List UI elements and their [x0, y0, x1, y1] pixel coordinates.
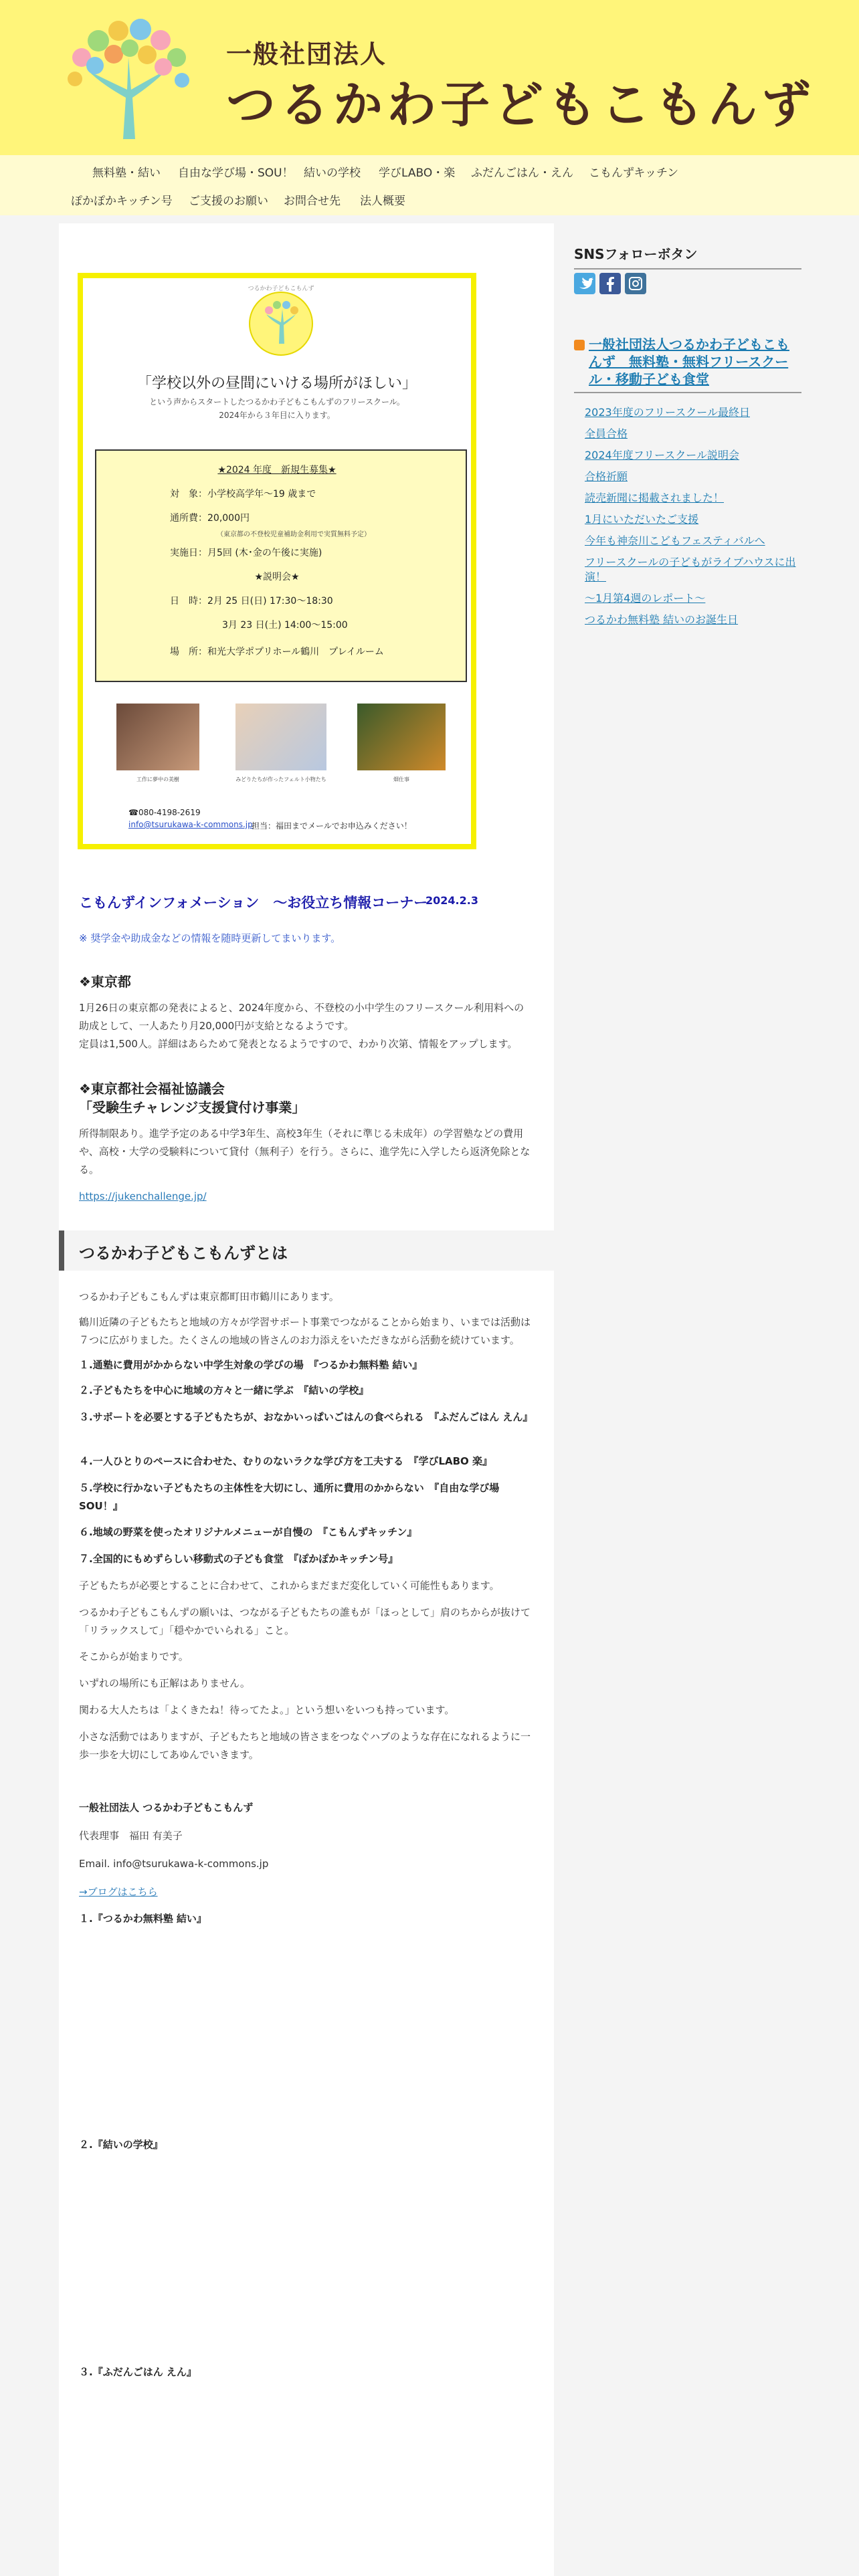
flyer-photo-field: [357, 704, 446, 770]
site-title[interactable]: つるかわ子どもこもんず: [226, 76, 815, 134]
flyer-quote: 「学校以外の昼間にいける場所がほしい」: [136, 375, 417, 392]
flyer-fee: 通所費：20,000円: [170, 513, 250, 524]
activity-item-3: ３.サポートを必要とする子どもたちが、おなかいっぱいごはんの食べられる 『ふだんごはん えん』: [79, 1411, 533, 1423]
flyer-photo-craft: [116, 704, 199, 770]
nav-item-sou[interactable]: 自由な学び場・SOU！: [178, 167, 294, 180]
nav-item-commons-kitchen[interactable]: こもんずキッチン: [589, 167, 679, 180]
tree-logo-icon[interactable]: [62, 17, 195, 139]
flyer-sub1: という声からスタートしたつるかわ子どもこもんずのフリースクール。: [149, 397, 405, 407]
info-corner-note: ※ 奨学金や助成金などの情報を随時更新してまいります。: [79, 932, 341, 944]
flyer-place: 場 所：和光大学ポプリホール鶴川 プレイルーム: [170, 647, 384, 657]
tokyo-paragraph-2: 定員は1,500人。詳細はあらためて発表となるようですので、わかり次第、情報をアップします。: [79, 1038, 518, 1050]
nav-item-support[interactable]: ご支援のお願い: [189, 195, 268, 208]
about-paragraph-1: つるかわ子どもこもんずは東京都町田市鶴川にあります。: [79, 1291, 339, 1303]
flyer-badge-label: つるかわ子どもこもんず: [248, 286, 314, 292]
sidebar-post-link[interactable]: 2024年度フリースクール説明会: [585, 449, 739, 461]
freeschool-flyer-image[interactable]: [78, 273, 476, 849]
global-nav: [0, 155, 859, 215]
sidebar-post-link[interactable]: 合格祈願: [585, 470, 628, 483]
sidebar-post-link[interactable]: 〜1月第4週のレポート〜: [585, 592, 706, 605]
about-paragraph-4: つるかわ子どもこもんずの願いは、つながる子どもたちの誰もが「ほっとして」肩のちからが抜けて「リラックスして」「穏やかでいられる」こと。: [79, 1606, 531, 1636]
activity-item-7: ７.全国的にもめずらしい移動式の子ども食堂 『ぽかぽかキッチン号』: [79, 1553, 399, 1565]
tokyo-heading: ❖東京都: [79, 974, 131, 990]
council-paragraph: 所得制限あり。進学予定のある中学3年生、高校3年生（それに準じる未成年）の学習塾などの費用や、高校・大学の受験料について貸付（無利子）を行う。さらに、進学先に入学したら返済免除となる。: [79, 1128, 531, 1176]
contact-email: Email. info@tsurukawa-k-commons.jp: [79, 1858, 269, 1870]
about-heading-text: つるかわ子どもこもんずとは: [79, 1244, 288, 1263]
activity-item-4: ４.一人ひとりのペースに合わせた、むりのないラクな学び方を工夫する 『学びLABO 楽』: [79, 1455, 493, 1467]
rss-icon[interactable]: [574, 340, 585, 350]
nav-item-corporate[interactable]: 法人概要: [360, 195, 405, 208]
representative: 代表理事 福田 有美子: [79, 1830, 183, 1842]
nav-item-pokapoka-kitchen[interactable]: ぽかぽかキッチン号: [71, 195, 173, 208]
flyer-date2: 3月 23 日(土) 14:00〜15:00: [222, 620, 348, 631]
about-paragraph-5: そこからが始まりです。: [79, 1650, 189, 1662]
flyer-photo1-caption: 工作に夢中の美樹: [136, 776, 179, 782]
about-section-heading: [59, 1230, 554, 1271]
council-link[interactable]: https://jukenchallenge.jp/: [79, 1190, 207, 1202]
rss-widget-title[interactable]: [574, 336, 801, 392]
flyer-fee-note: （東京都の不登校児童補助金利用で実質無料予定）: [217, 531, 371, 538]
site-header: [0, 0, 859, 155]
activity-item-6: ６.地域の野菜を使ったオリジナルメニューが自慢の 『こもんずキッチン』: [79, 1526, 417, 1538]
nav-item-yui-school[interactable]: 結いの学校: [304, 167, 361, 180]
subsection-title-yui-school: ２.『結いの学校』: [79, 2139, 163, 2151]
nav-item-free-juku[interactable]: 無料塾・結い: [92, 167, 161, 180]
sidebar-post-link[interactable]: 全員合格: [585, 427, 628, 440]
flyer-phone: ☎080-4198-2619: [128, 808, 201, 817]
nav-item-labo[interactable]: 学びLABO・楽: [379, 167, 456, 180]
info-corner-date: 2024.2.3: [425, 894, 478, 907]
flyer-photo3-caption: 畑仕事: [393, 776, 409, 782]
about-paragraph-3: 子どもたちが必要とすることに合わせて、これからまだまだ変化していく可能性もあります。: [79, 1580, 500, 1592]
flyer-briefing: ★説明会★: [254, 572, 300, 582]
header-org-label: 一般社団法人: [226, 39, 387, 69]
activity-item-5: ５.学校に行かない子どもたちの主体性を大切にし、通所に費用のかからない 『自由な学び場 SOU！』: [79, 1482, 500, 1512]
flyer-sub2: 2024年から３年目に入ります。: [219, 411, 335, 420]
sidebar-post-link[interactable]: フリースクールの子どもがライブハウスに出演！: [585, 556, 796, 583]
council-heading-1: ❖東京都社会福祉協議会: [79, 1081, 225, 1097]
flyer-email: info@tsurukawa-k-commons.jp: [128, 820, 253, 829]
sidebar-post-link[interactable]: つるかわ無料塾 結いのお誕生日: [585, 613, 739, 626]
info-corner-title: こもんずインフォメーション 〜お役立ち情報コーナー: [79, 895, 428, 911]
flyer-photo-felt: [235, 704, 326, 770]
facebook-icon[interactable]: [599, 273, 621, 294]
rss-title-text[interactable]: 一般社団法人つるかわ子どもこもんず 無料塾・無料フリースクール・移動子ども食堂: [589, 336, 789, 387]
about-paragraph-2: 鶴川近隣の子どもたちと地域の方々が学習サポート事業でつながることから始まり、いまでは活動は７つに広がりました。たくさんの地域の皆さんのお力添えをいただきながら活動を続けています。: [79, 1316, 531, 1346]
main-content: [59, 223, 554, 2576]
sidebar-post-link[interactable]: 読売新聞に掲載されました！: [585, 492, 725, 504]
flyer-days: 実施日：月5回 (木･金の午後に実施): [170, 548, 322, 558]
org-name: 一般社団法人 つるかわ子どもこもんず: [79, 1802, 254, 1814]
activity-item-1: １.通塾に費用がかからない中学生対象の学びの場 『つるかわ無料塾 結い』: [79, 1359, 423, 1371]
about-paragraph-7: 関わる大人たちは「よくきたね！待ってたよ。」という想いをいつも持っています。: [79, 1704, 455, 1716]
blog-link[interactable]: →ブログはこちら: [79, 1886, 158, 1898]
sidebar-post-link[interactable]: 2023年度のフリースクール最終日: [585, 406, 750, 419]
flyer-target: 対 象：小学校高学年〜19 歳まで: [170, 489, 316, 500]
tokyo-paragraph-1: 1月26日の東京都の発表によると、2024年度から、不登校の小中学生のフリースクール利用料への助成として、一人あたり月20,000円が支給となるようです。: [79, 1002, 524, 1032]
sidebar-post-link[interactable]: 今年も神奈川こどもフェスティバルへ: [585, 534, 765, 547]
nav-item-fudan-gohan[interactable]: ふだんごはん・えん: [471, 167, 573, 180]
flyer-photo2-caption: みどりたちが作ったフェルト小物たち: [235, 776, 326, 782]
nav-item-contact[interactable]: お問合せ先: [284, 195, 341, 208]
about-paragraph-6: いずれの場所にも正解はありません。: [79, 1677, 250, 1689]
flyer-date1: 日 時：2月 25 日(日) 17:30〜18:30: [170, 596, 333, 607]
twitter-icon[interactable]: [574, 273, 595, 294]
instagram-icon[interactable]: [625, 273, 646, 294]
flyer-contact: 担当：福田までメールでお申込みください！: [252, 821, 412, 831]
council-heading-2: 「受験生チャレンジ支援貸付け事業」: [79, 1099, 306, 1115]
flyer-recruit: ★2024 年度 新規生募集★: [217, 465, 337, 475]
activity-item-2: ２.子どもたちを中心に地域の方々と一緒に学ぶ 『結いの学校』: [79, 1384, 369, 1396]
flyer-tree-icon: [261, 301, 301, 344]
about-paragraph-8: 小さな活動ではありますが、子どもたちと地域の皆さまをつなぐハブのような存在になれるように一歩一歩を大切にしてあゆんでいきます。: [79, 1731, 531, 1761]
rss-widget: [574, 336, 801, 393]
subsection-title-fudan-gohan: ３.『ふだんごはん えん』: [79, 2366, 197, 2378]
subsection-title-yui-juku: １.『つるかわ無料塾 結い』: [79, 1913, 207, 1925]
sidebar-post-link[interactable]: 1月にいただいたご支援: [585, 513, 699, 526]
sns-follow-title: SNSフォローボタン: [574, 243, 801, 270]
